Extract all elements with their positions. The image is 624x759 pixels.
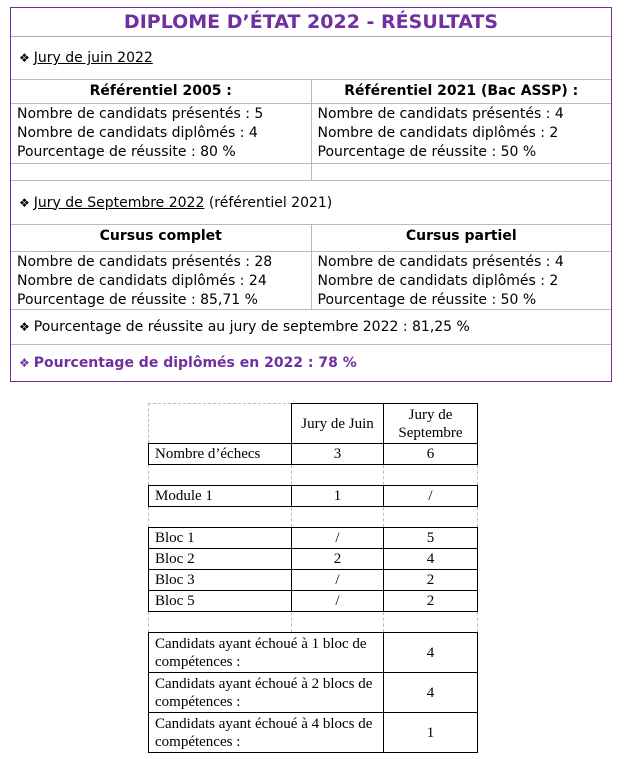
cell-juin: / [292, 570, 384, 591]
table-row [149, 528, 478, 549]
juin-left-stats [11, 104, 312, 163]
stat-line: Nombre de candidats présentés : 28 [17, 254, 273, 270]
juin-stats [11, 104, 611, 164]
spacer-cell [384, 612, 478, 633]
spacer-cell [384, 507, 478, 528]
cell-septembre: / [384, 486, 478, 507]
spacer-row [149, 507, 478, 528]
stat-line: Nombre de candidats présentés : 4 [317, 254, 564, 270]
spacer-row [11, 164, 611, 181]
table-row [149, 633, 478, 673]
septembre-suffix: (référentiel 2021) [204, 194, 333, 211]
row-label: Candidats ayant échoué à 4 blocs de compétences : [149, 713, 384, 753]
spacer-cell [384, 465, 478, 486]
spacer-cell [292, 465, 384, 486]
cell-septembre: 6 [384, 444, 478, 465]
diamond-bullet-icon: ❖ [19, 320, 30, 334]
table-corner-cell [149, 404, 292, 444]
septembre-left-stats [11, 252, 312, 309]
juin-label: Jury de juin 2022 [33, 50, 153, 66]
cell-value: 1 [384, 713, 478, 753]
septembre-label: Jury de Septembre 2022 [33, 194, 205, 211]
results-panel [10, 7, 612, 382]
table-row [149, 486, 478, 507]
row-label: Nombre d’échecs [149, 444, 292, 465]
stat-line: Nombre de candidats diplômés : 2 [317, 273, 559, 289]
final-result [11, 345, 611, 381]
stat-line: Pourcentage de réussite : 50 % [317, 292, 537, 308]
septembre-headers [11, 225, 611, 252]
spacer-row [149, 612, 478, 633]
column-header-juin: Jury de Juin [292, 404, 384, 444]
spacer-cell [11, 164, 312, 180]
page-title: DIPLOME D’ÉTAT 2022 - RÉSULTATS [11, 8, 611, 37]
cell-juin: 3 [292, 444, 384, 465]
stat-line: Pourcentage de réussite : 80 % [17, 144, 236, 160]
row-label: Candidats ayant échoué à 2 blocs de compétences : [149, 673, 384, 713]
table-header-row [149, 404, 478, 444]
table-row [149, 591, 478, 612]
spacer-cell [149, 507, 292, 528]
septembre-left-header: Cursus complet [11, 225, 312, 251]
stat-line: Nombre de candidats diplômés : 2 [317, 125, 559, 141]
table-row [149, 444, 478, 465]
septembre-right-header: Cursus partiel [405, 228, 517, 244]
septembre-stats [11, 252, 611, 310]
table-row [149, 549, 478, 570]
stat-line: Nombre de candidats diplômés : 4 [17, 125, 258, 141]
row-label: Bloc 2 [149, 549, 292, 570]
spacer-row [149, 465, 478, 486]
table-row [149, 673, 478, 713]
column-header-septembre: Jury de Septembre [384, 404, 478, 444]
spacer-cell [149, 612, 292, 633]
cell-value: 4 [384, 673, 478, 713]
row-label: Bloc 3 [149, 570, 292, 591]
juin-left-header: Référentiel 2005 : [11, 80, 312, 103]
septembre-total [11, 310, 611, 345]
juin-headers [11, 80, 611, 104]
stat-line: Nombre de candidats présentés : 5 [17, 106, 264, 122]
cell-value: 4 [384, 633, 478, 673]
juin-section-heading [11, 37, 611, 80]
row-label: Module 1 [149, 486, 292, 507]
final-result-text: Pourcentage de diplômés en 2022 : 78 % [33, 355, 357, 371]
stat-line: Pourcentage de réussite : 85,71 % [17, 292, 258, 308]
table-row [149, 570, 478, 591]
septembre-total-text: Pourcentage de réussite au jury de septembre 2022 : 81,25 % [33, 319, 470, 335]
table-row [149, 713, 478, 753]
row-label: Bloc 1 [149, 528, 292, 549]
diamond-bullet-icon: ❖ [19, 195, 30, 210]
spacer-cell [312, 164, 612, 180]
row-label: Candidats ayant échoué à 1 bloc de compétences : [149, 633, 384, 673]
cell-septembre: 5 [384, 528, 478, 549]
spacer-cell [292, 507, 384, 528]
cell-juin: / [292, 591, 384, 612]
cell-septembre: 4 [384, 549, 478, 570]
septembre-section-heading [11, 181, 611, 225]
row-label: Bloc 5 [149, 591, 292, 612]
cell-septembre: 2 [384, 591, 478, 612]
stat-line: Pourcentage de réussite : 50 % [317, 144, 537, 160]
cell-juin: / [292, 528, 384, 549]
failures-table [148, 403, 478, 753]
juin-right-header: Référentiel 2021 (Bac ASSP) : [344, 83, 579, 99]
cell-juin: 1 [292, 486, 384, 507]
spacer-cell [292, 612, 384, 633]
septembre-right-stats [312, 252, 612, 309]
diamond-bullet-icon: ❖ [19, 51, 30, 65]
stat-line: Nombre de candidats diplômés : 24 [17, 273, 267, 289]
stat-line: Nombre de candidats présentés : 4 [317, 106, 564, 122]
diamond-bullet-icon: ❖ [19, 356, 30, 370]
spacer-cell [149, 465, 292, 486]
cell-septembre: 2 [384, 570, 478, 591]
juin-right-stats [312, 104, 612, 163]
cell-juin: 2 [292, 549, 384, 570]
